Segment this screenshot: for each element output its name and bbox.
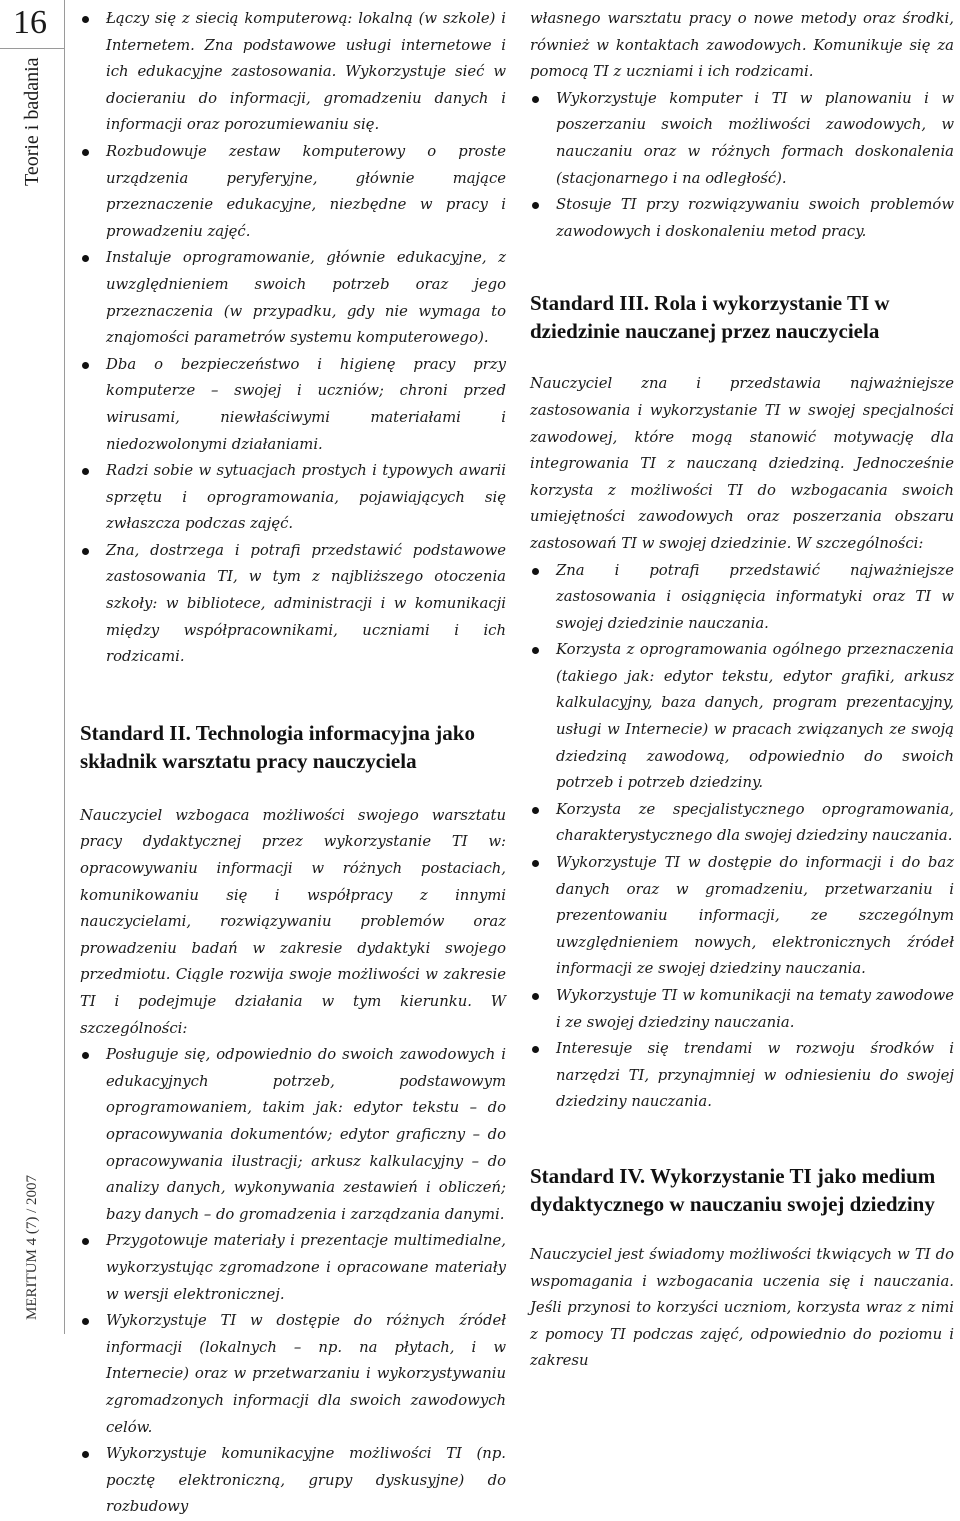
list-item: Zna, dostrzega i potrafi przedstawić podstawowe zastosowania TI, w tym z najbliższego otoczenia szkoły: w bibliotece, administracji i w komunikacji między współpracownikami, uczniami i ich rodzicami.: [80, 538, 506, 671]
list-item: Korzysta z oprogramowania ogólnego przeznaczenia (takiego jak: edytor tekstu, edytor grafiki, arkusz kalkulacyjny, baza danych, program prezentacyjny, usługi w Internecie) w pracach związanych ze swoją dziedziną zawodową, odpowiednio do swoich potrzeb i potrzeb dziedziny.: [530, 637, 954, 797]
section-label: Teorie i badania: [21, 57, 43, 186]
continued-list-item: własnego warsztatu pracy o nowe metody oraz środki, również w kontaktach zawodowych. Komunikuje się za pomocą TI z uczniami i ich rodzicami.: [530, 10, 954, 81]
list-item: Wykorzystuje komunikacyjne możliwości TI (np. pocztę elektroniczną, grupy dyskusyjne) do rozbudowy: [80, 1441, 506, 1521]
list-item: Instaluje oprogramowanie, głównie edukacyjne, z uwzględnieniem swoich potrzeb oraz jego przeznaczenia (w przypadku, gdy nie wymaga to znajomości parametrów systemu komputerowego).: [80, 245, 506, 351]
standard-4-paragraph: Nauczyciel jest świadomy możliwości tkwiących w TI do wspomagania i wzbogacania uczenia się i nauczania. Jeśli przynosi to korzyści uczniom, korzysta wraz z nimi z pomocy TI podczas zajęć, odpowiednio do poziomu i zakresu: [530, 1245, 954, 1370]
gutter-divider: [0, 48, 64, 49]
right-column: [530, 6, 954, 1375]
left-column: [80, 6, 506, 1521]
journal-label: MERITUM 4 (7) / 2007: [24, 1175, 40, 1320]
list-item: Wykorzystuje TI w komunikacji na tematy zawodowe i ze swojej dziedziny nauczania.: [530, 983, 954, 1036]
standard-2-bullet-list: [80, 1042, 506, 1521]
standard-3-heading: Standard III. Rola i wykorzystanie TI w dziedzinie nauczanej przez nauczyciela: [530, 291, 890, 344]
intro-bullet-list: [80, 6, 506, 671]
list-item: Łączy się z siecią komputerową: lokalną (w szkole) i Internetem. Zna podstawowe usługi internetowe i ich edukacyjne zastosowania. Wykorzystuje sieć w docieraniu do informacji, gromadzeniu danych i informacji oraz porozumiewaniu się.: [80, 6, 506, 139]
list-item: Dba o bezpieczeństwo i higienę pracy przy komputerze – swojej i uczniów; chroni przed wirusami, niewłaściwymi materiałami i niedozwolonymi działaniami.: [80, 352, 506, 458]
standard-3-bullet-list: [530, 558, 954, 1116]
standard-4-heading: Standard IV. Wykorzystanie TI jako medium dydaktycznego w nauczaniu swojej dziedziny: [530, 1163, 936, 1216]
standard-2-paragraph: Nauczyciel wzbogaca możliwości swojego warsztatu pracy dydaktycznej przez wykorzystanie TI w: opracowywaniu informacji w różnych postaciach, komunikowaniu się i współpracy z innymi nauczycielami, rozwiązywaniu problemów oraz prowadzeniu badań w zakresie dydaktyki swojego przedmiotu. Ciągle rozwija swoje możliwości w zakresie TI i podejmuje działania w tym kierunku. W szczególności:: [80, 806, 506, 1037]
page-gutter: [0, 0, 65, 1334]
list-item: Wykorzystuje komputer i TI w planowaniu i w poszerzaniu swoich możliwości zawodowych, w nauczaniu oraz w różnych formach doskonalenia (stacjonarnego i na odległość).: [530, 86, 954, 192]
right-intro-bullet-list: [530, 86, 954, 246]
list-item: Zna i potrafi przedstawić najważniejsze zastosowania i osiągnięcia informatyki oraz TI w swojej dziedzinie nauczania.: [530, 558, 954, 638]
list-item: Posługuje się, odpowiednio do swoich zawodowych i edukacyjnych potrzeb, podstawowym oprogramowaniem, takim jak: edytor tekstu – do opracowywania dokumentów; edytor graficzny – do opracowywania ilustracji; arkusz kalkulacyjny – do analizy danych, wykonywania zestawień i obliczeń; bazy danych – do gromadzenia i zarządzania danymi.: [80, 1042, 506, 1228]
list-item: Radzi sobie w sytuacjach prostych i typowych awarii sprzętu i oprogramowania, pojawiających się zwłaszcza podczas zajęć.: [80, 458, 506, 538]
list-item: Interesuje się trendami w rozwoju środków i narzędzi TI, przynajmniej w odniesieniu do swojej dziedziny nauczania.: [530, 1036, 954, 1116]
list-item: Korzysta ze specjalistycznego oprogramowania, charakterystycznego dla swojej dziedziny nauczania.: [530, 797, 954, 850]
list-item: Stosuje TI przy rozwiązywaniu swoich problemów zawodowych i doskonaleniu metod pracy.: [530, 192, 954, 245]
list-item: Wykorzystuje TI w dostępie do informacji i do baz danych oraz w gromadzeniu, przetwarzaniu i prezentowaniu informacji, ze szczególnym uwzględnieniem nowych, elektronicznych źródeł informacji ze swojej dziedziny nauczania.: [530, 850, 954, 983]
list-item: Wykorzystuje TI w dostępie do różnych źródeł informacji (lokalnych – np. na płytach, i w Internecie) oraz w przetwarzaniu i wykorzystywaniu zgromadzonych informacji dla swoich zawodowych celów.: [80, 1308, 506, 1441]
standard-3-paragraph: Nauczyciel zna i przedstawia najważniejsze zastosowania i wykorzystanie TI w swojej specjalności zawodowej, które mogą stanowić motywację dla integrowania TI z nauczaną dziedziną. Jednocześnie korzysta z możliwości TI do wzbogacania swoich umiejętności zawodowych oraz poszerzania obszaru zastosowań TI w swojej dziedzinie. W szczególności:: [530, 375, 954, 552]
page-number: 16: [13, 4, 47, 41]
list-item: Przygotowuje materiały i prezentacje multimedialne, wykorzystując zgromadzone i opracowane materiały w wersji elektronicznej.: [80, 1228, 506, 1308]
list-item: Rozbudowuje zestaw komputerowy o proste urządzenia peryferyjne, głównie mające przeznaczenie edukacyjne, niezbędne w pracy i prowadzeniu zajęć.: [80, 139, 506, 245]
standard-2-heading: Standard II. Technologia informacyjna jako składnik warsztatu pracy nauczyciela: [80, 720, 475, 773]
